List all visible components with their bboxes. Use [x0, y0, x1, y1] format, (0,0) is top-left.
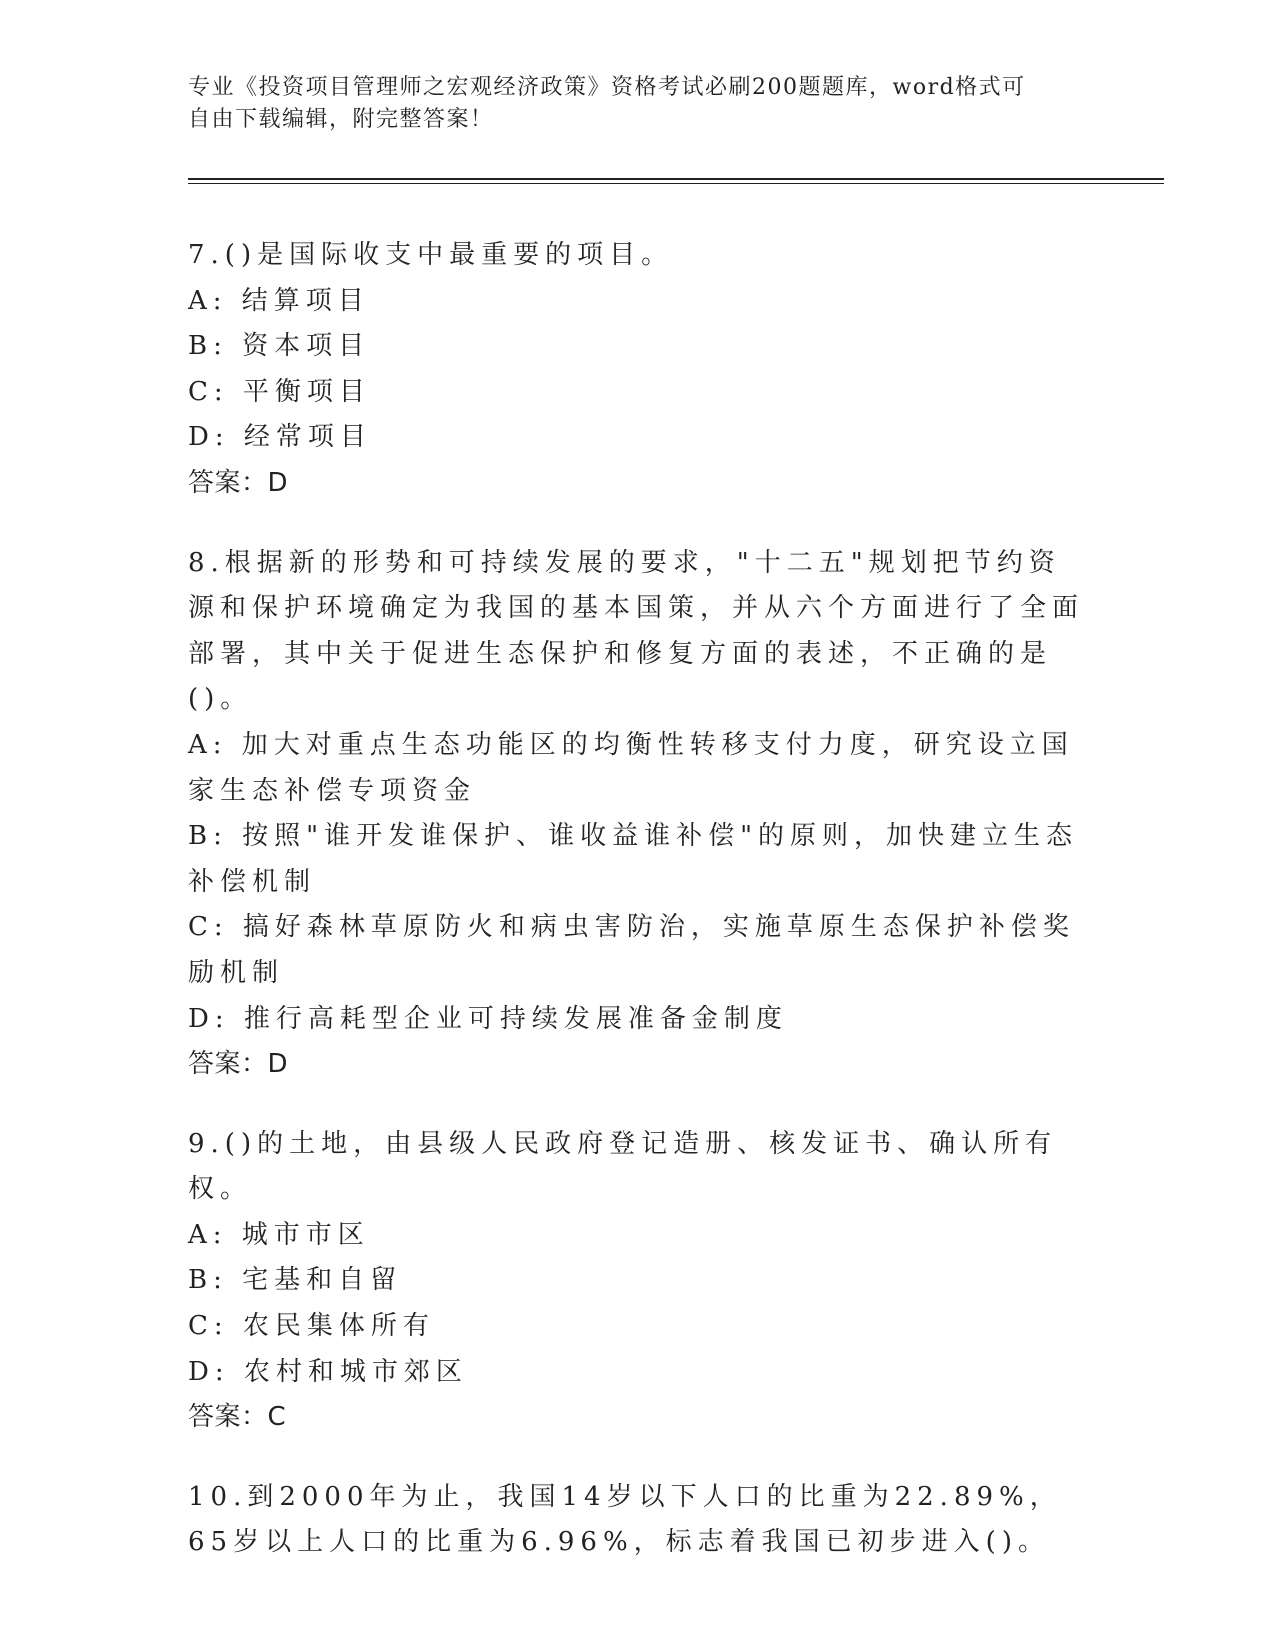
option-a: A: 加大对重点生态功能区的均衡性转移支付力度，研究设立国家生态补偿专项资金 [188, 729, 1074, 806]
header-line-2: 自由下载编辑，附完整答案！ [188, 107, 494, 132]
option-b: B: 资本项目 [188, 331, 371, 362]
question-stem: 9.()的土地，由县级人民政府登记造册、核发证书、确认所有权。 [188, 1128, 1058, 1205]
question-stem: 7.()是国际收支中最重要的项目。 [188, 240, 674, 270]
question-stem: 10.到2000年为止，我国14岁以下人口的比重为22.89%，65岁以上人口的比重为6.96%，标志着我国已初步进入()。 [188, 1481, 1062, 1558]
header-divider-thin [188, 183, 1164, 184]
option-c: C: 平衡项目 [188, 376, 371, 407]
question-7 [188, 233, 1088, 507]
question-stem: 8.根据新的形势和可持续发展的要求，"十二五"规划把节约资源和保护环境确定为我国的基本国策，并从六个方面进行了全面部署，其中关于促进生态保护和修复方面的表述，不正确的是()。 [188, 547, 1085, 715]
option-a: A: 结算项目 [188, 285, 370, 316]
option-d: D: 经常项目 [188, 422, 372, 453]
answer-label: 答案：C [188, 1402, 287, 1433]
option-c: C: 农民集体所有 [188, 1311, 435, 1342]
header-line-1: 专业《投资项目管理师之宏观经济政策》资格考试必刷200题题库，word格式可 [188, 75, 1026, 100]
option-a: A: 城市市区 [188, 1219, 370, 1250]
option-b: B: 宅基和自留 [188, 1265, 403, 1296]
answer-label: 答案：D [188, 467, 289, 498]
option-b: B: 按照"谁开发谁保护、谁收益谁补偿"的原则，加快建立生态补偿机制 [188, 821, 1079, 897]
question-8 [188, 541, 1088, 1088]
question-10 [188, 1475, 1088, 1566]
header-divider [188, 178, 1164, 180]
option-c: C: 搞好森林草原防火和病虫害防治，实施草原生态保护补偿奖励机制 [188, 912, 1075, 988]
question-list [188, 233, 1088, 1600]
answer-label: 答案：D [188, 1049, 289, 1080]
document-header [188, 72, 1068, 136]
question-9 [188, 1122, 1088, 1441]
option-d: D: 推行高耗型企业可持续发展准备金制度 [188, 1003, 788, 1034]
option-d: D: 农村和城市郊区 [188, 1356, 468, 1387]
